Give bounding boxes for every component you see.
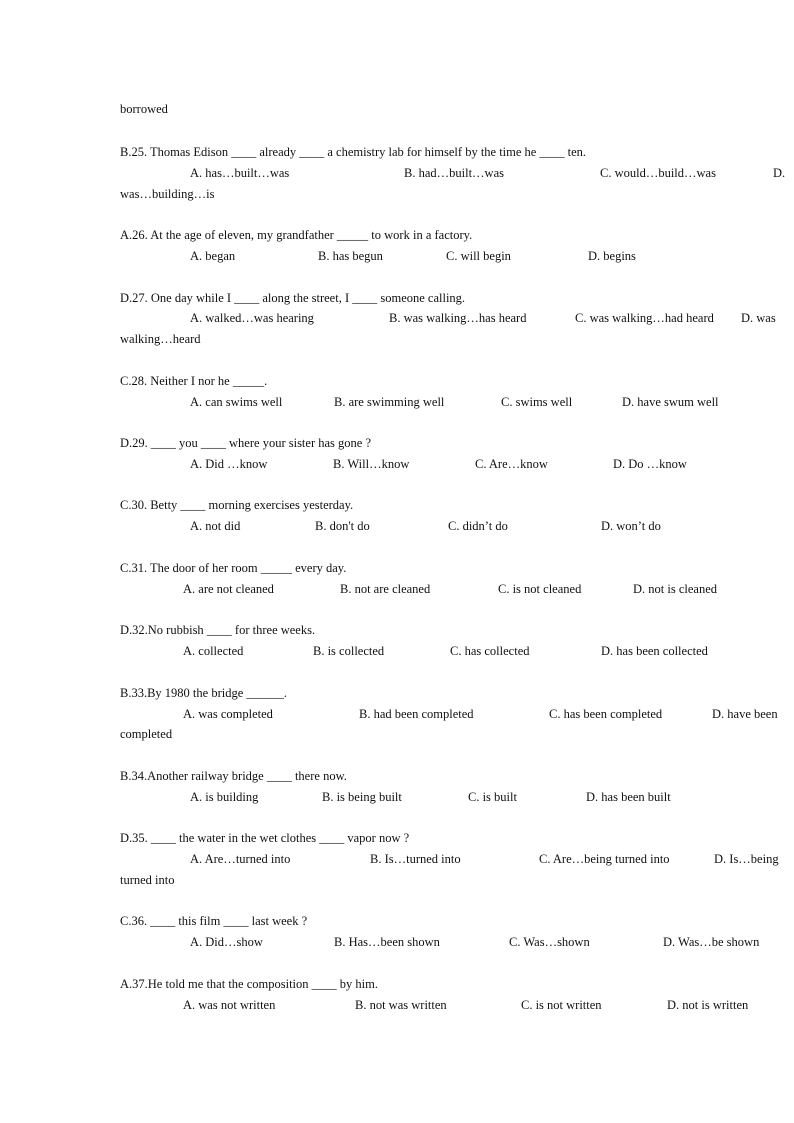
option-b: B. Has…been shown — [334, 935, 440, 949]
option-continuation: turned into — [120, 873, 175, 887]
option-a: A. can swims well — [190, 395, 283, 409]
option-a: A. was completed — [183, 707, 273, 721]
option-a: A. not did — [190, 519, 241, 533]
question-stem: B.25. Thomas Edison ____ already ____ a chemistry lab for himself by the time he ____ ten. — [120, 145, 586, 159]
previous-answer-tail: borrowed — [120, 102, 168, 116]
option-b: B. not are cleaned — [340, 582, 431, 596]
option-d: D. have swum well — [622, 395, 719, 409]
option-a: A. Are…turned into — [190, 852, 291, 866]
option-b: B. are swimming well — [334, 395, 445, 409]
option-a: A. Did …know — [190, 457, 268, 471]
option-d: D. Do …know — [613, 457, 687, 471]
option-b: B. Is…turned into — [370, 852, 461, 866]
option-c: C. has collected — [450, 644, 530, 658]
option-a: A. began — [190, 249, 236, 263]
option-b: B. was walking…has heard — [389, 311, 527, 325]
option-d: D. won’t do — [601, 519, 661, 533]
option-continuation: was…building…is — [120, 187, 215, 201]
option-b: B. is collected — [313, 644, 385, 658]
option-a: A. was not written — [183, 998, 276, 1012]
option-d: D. begins — [588, 249, 636, 263]
option-d: D. Was…be shown — [663, 935, 760, 949]
option-b: B. Will…know — [333, 457, 410, 471]
option-c: C. is not cleaned — [498, 582, 582, 596]
option-b: B. don't do — [315, 519, 370, 533]
question-stem: C.31. The door of her room _____ every day. — [120, 561, 347, 575]
option-d: D. have been — [712, 707, 778, 721]
option-a: A. are not cleaned — [183, 582, 274, 596]
option-a: A. is building — [190, 790, 259, 804]
option-d: D. has been built — [586, 790, 671, 804]
option-a: A. collected — [183, 644, 244, 658]
option-c: C. Was…shown — [509, 935, 590, 949]
question-stem: C.36. ____ this film ____ last week ? — [120, 914, 308, 928]
option-c: C. Are…know — [475, 457, 548, 471]
option-d: D. — [773, 166, 786, 180]
option-c: C. is not written — [521, 998, 602, 1012]
option-c: C. would…build…was — [600, 166, 716, 180]
question-stem: D.29. ____ you ____ where your sister has gone ? — [120, 436, 371, 450]
question-stem: A.26. At the age of eleven, my grandfather _____ to work in a factory. — [120, 228, 473, 242]
question-stem: D.32.No rubbish ____ for three weeks. — [120, 623, 316, 637]
question-stem: B.33.By 1980 the bridge ______. — [120, 686, 288, 700]
option-a: A. walked…was hearing — [190, 311, 314, 325]
question-stem: C.28. Neither I nor he _____. — [120, 374, 268, 388]
option-c: C. has been completed — [549, 707, 663, 721]
option-b: B. has begun — [318, 249, 383, 263]
option-a: A. has…built…was — [190, 166, 290, 180]
option-c: C. is built — [468, 790, 517, 804]
option-b: B. had been completed — [359, 707, 474, 721]
option-continuation: completed — [120, 727, 173, 741]
question-stem: A.37.He told me that the composition ____ by him. — [120, 977, 378, 991]
option-d: D. not is written — [667, 998, 749, 1012]
option-a: A. Did…show — [190, 935, 263, 949]
option-d: D. not is cleaned — [633, 582, 718, 596]
option-continuation: walking…heard — [120, 332, 201, 346]
question-stem: D.35. ____ the water in the wet clothes ____ vapor now ? — [120, 831, 410, 845]
question-stem: B.34.Another railway bridge ____ there now. — [120, 769, 347, 783]
option-c: C. didn’t do — [448, 519, 508, 533]
option-d: D. has been collected — [601, 644, 708, 658]
option-c: C. swims well — [501, 395, 573, 409]
option-b: B. not was written — [355, 998, 447, 1012]
option-c: C. Are…being turned into — [539, 852, 670, 866]
question-stem: C.30. Betty ____ morning exercises yesterday. — [120, 498, 354, 512]
option-b: B. is being built — [322, 790, 402, 804]
question-stem: D.27. One day while I ____ along the street, I ____ someone calling. — [120, 291, 466, 305]
option-c: C. will begin — [446, 249, 511, 263]
option-d: D. Is…being — [714, 852, 779, 866]
option-d: D. was — [741, 311, 776, 325]
option-b: B. had…built…was — [404, 166, 504, 180]
option-c: C. was walking…had heard — [575, 311, 714, 325]
